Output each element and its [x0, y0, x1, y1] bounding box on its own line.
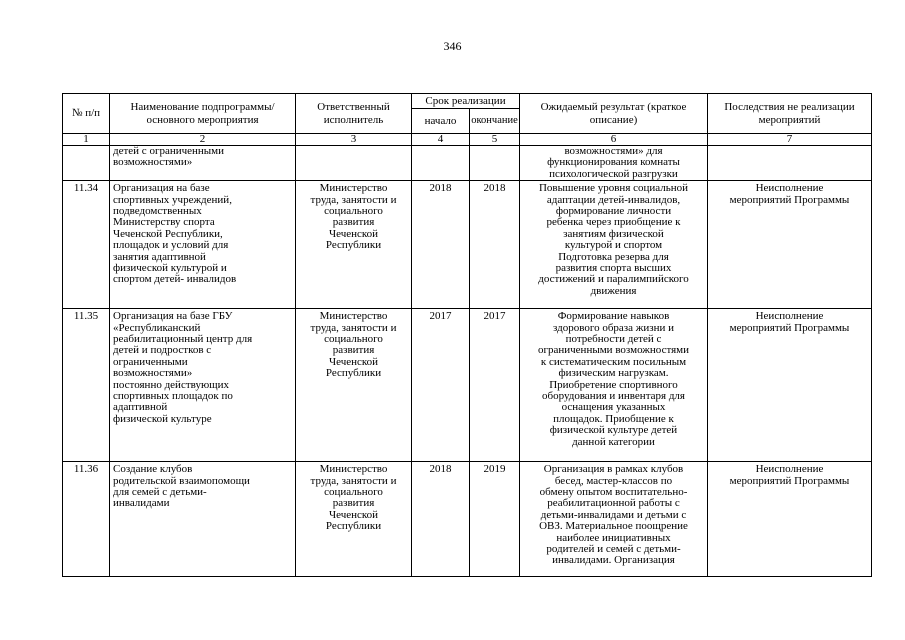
- header-consequences: Последствия не реализации мероприятий: [708, 94, 872, 134]
- row-end: 2017: [470, 309, 520, 462]
- row-consequences: [708, 146, 872, 181]
- header-end: окончание: [470, 109, 520, 134]
- row-end: [470, 146, 520, 181]
- row-num: 11.35: [63, 309, 110, 462]
- row-name: Организация на базе спортивных учреждений, подведомственных Министерству спорта Чеченской Республики, площадок и условий для занятия адаптивной физической культурой и спортом детей- инвалидов: [110, 181, 296, 309]
- row-consequences: Неисполнение мероприятий Программы: [708, 309, 872, 462]
- header-result: Ожидаемый результат (краткое описание): [520, 94, 708, 134]
- column-number: 7: [708, 134, 872, 146]
- row-consequences: Неисполнение мероприятий Программы: [708, 181, 872, 309]
- row-executor: Министерство труда, занятости и социального развития Чеченской Республики: [296, 462, 412, 577]
- row-start: 2017: [412, 309, 470, 462]
- column-number: 3: [296, 134, 412, 146]
- row-start: [412, 146, 470, 181]
- table-row: [63, 181, 872, 309]
- row-name: детей с ограниченными возможностями»: [110, 146, 296, 181]
- column-number: 6: [520, 134, 708, 146]
- program-table: [62, 93, 872, 577]
- row-start: 2018: [412, 181, 470, 309]
- row-num: [63, 146, 110, 181]
- table-row-continuation: [63, 146, 872, 181]
- column-numbers-row: [63, 134, 872, 146]
- row-result: Организация в рамках клубов бесед, мастер-классов по обмену опытом воспитательно- реабилитационной работы с детьми-инвалидами и детьми с ОВЗ. Материальное поощрение наиболее инициативных родителей и семей с детьми- инвалидами. Организация: [520, 462, 708, 577]
- column-number: 1: [63, 134, 110, 146]
- row-end: 2018: [470, 181, 520, 309]
- column-number: 4: [412, 134, 470, 146]
- row-result: Повышение уровня социальной адаптации детей-инвалидов, формирование личности ребенка через приобщение к занятиям физической культурой и спортом Подготовка резерва для развития спорта высших достижений и паралимпийского движения: [520, 181, 708, 309]
- column-number: 5: [470, 134, 520, 146]
- header-term: Срок реализации: [412, 94, 520, 109]
- header-row: [63, 94, 872, 109]
- row-result: возможностями» для функционирования комнаты психологической разгрузки: [520, 146, 708, 181]
- column-number: 2: [110, 134, 296, 146]
- header-executor: Ответственный исполнитель: [296, 94, 412, 134]
- row-start: 2018: [412, 462, 470, 577]
- row-num: 11.36: [63, 462, 110, 577]
- table-row: [63, 309, 872, 462]
- header-start: начало: [412, 109, 470, 134]
- row-name: Создание клубов родительской взаимопомощи для семей с детьми- инвалидами: [110, 462, 296, 577]
- table-row: [63, 462, 872, 577]
- header-num: № п/п: [63, 94, 110, 134]
- row-executor: [296, 146, 412, 181]
- header-name: Наименование подпрограммы/ основного мероприятия: [110, 94, 296, 134]
- row-consequences: Неисполнение мероприятий Программы: [708, 462, 872, 577]
- row-executor: Министерство труда, занятости и социального развития Чеченской Республики: [296, 181, 412, 309]
- row-executor: Министерство труда, занятости и социального развития Чеченской Республики: [296, 309, 412, 462]
- row-end: 2019: [470, 462, 520, 577]
- row-result: Формирование навыков здорового образа жизни и потребности детей с ограниченными возможностями к систематическим посильным физическим нагрузкам. Приобретение спортивного оборудования и инвентаря для оснащения указанных площадок. Приобщение к физической культуре детей данной категории: [520, 309, 708, 462]
- row-name: Организация на базе ГБУ «Республиканский реабилитационный центр для детей и подростков с ограниченными возможностями» постоянно действующих спортивных площадок по адаптивной физической культуре: [110, 309, 296, 462]
- page-number: 346: [443, 39, 462, 53]
- row-num: 11.34: [63, 181, 110, 309]
